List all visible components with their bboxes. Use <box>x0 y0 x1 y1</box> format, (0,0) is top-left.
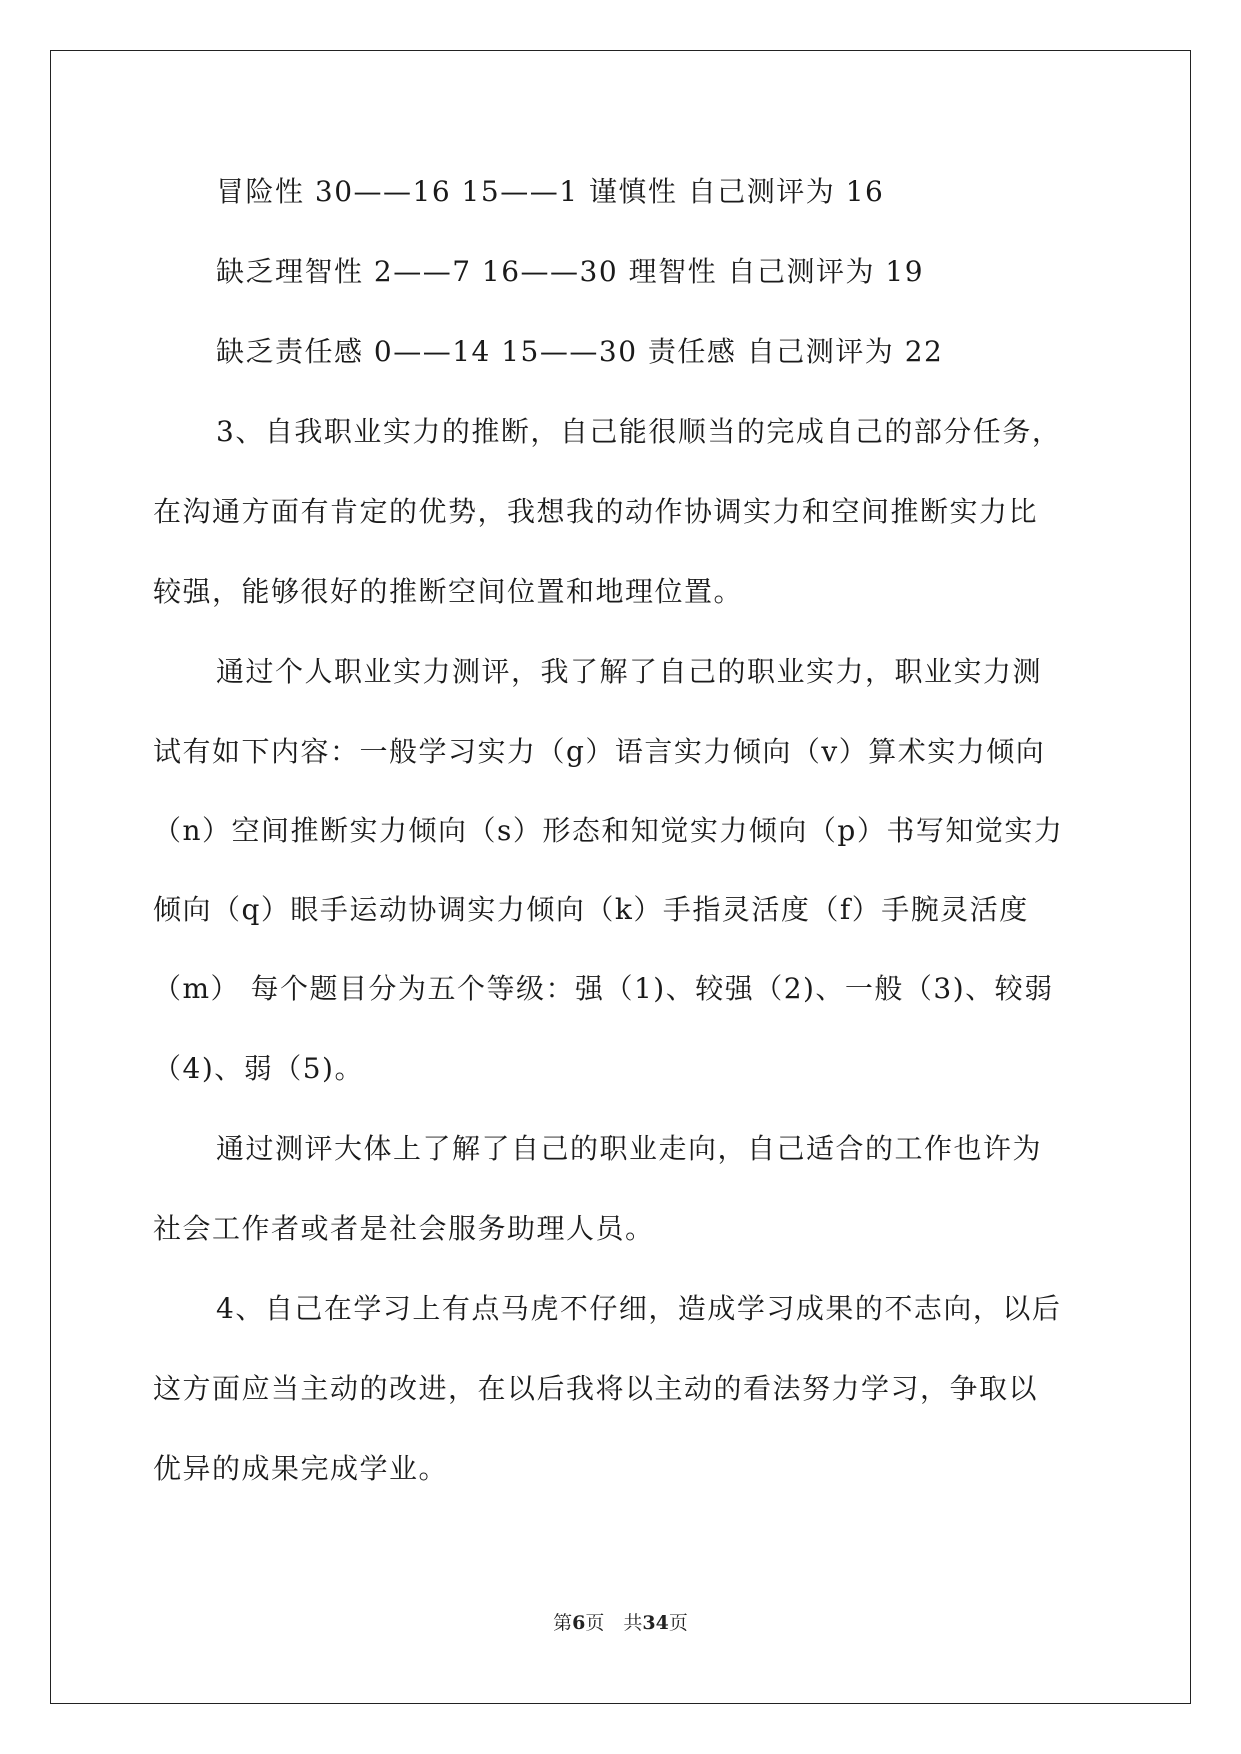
page-footer <box>0 1611 1241 1635</box>
text-line: 4、自己在学习上有点马虎不仔细，造成学习成果的不志向，以后 <box>216 1292 1062 1325</box>
text-line: 试有如下内容：一般学习实力（g）语言实力倾向（v）算术实力倾向 <box>153 735 1046 768</box>
text-line: 在沟通方面有肯定的优势，我想我的动作协调实力和空间推断实力比 <box>153 495 1039 528</box>
text-line: （m） 每个题目分为五个等级：强（1)、较强（2)、一般（3)、较弱 <box>153 972 1054 1005</box>
text-line: 优异的成果完成学业。 <box>153 1452 449 1485</box>
footer-middle: 页 共 <box>585 1612 643 1634</box>
text-line: 倾向（q）眼手运动协调实力倾向（k）手指灵活度（f）手腕灵活度 <box>153 893 1029 926</box>
text-line: 社会工作者或者是社会服务助理人员。 <box>153 1212 655 1245</box>
text-line: 缺乏责任感 0——14 15——30 责任感 自己测评为 22 <box>216 335 944 368</box>
current-page-number: 6 <box>572 1612 586 1634</box>
text-line: 缺乏理智性 2——7 16——30 理智性 自己测评为 19 <box>216 255 925 288</box>
text-line: 3、自我职业实力的推断，自己能很顺当的完成自己的部分任务， <box>216 415 1062 448</box>
text-line: （n）空间推断实力倾向（s）形态和知觉实力倾向（p）书写知觉实力 <box>153 814 1064 847</box>
text-line: 较强，能够很好的推断空间位置和地理位置。 <box>153 575 744 608</box>
footer-suffix: 页 <box>668 1612 688 1634</box>
text-line: 通过个人职业实力测评，我了解了自己的职业实力，职业实力测 <box>216 655 1043 688</box>
footer-prefix: 第 <box>553 1612 573 1634</box>
text-line: （4)、弱（5)。 <box>153 1052 364 1085</box>
text-line: 通过测评大体上了解了自己的职业走向，自己适合的工作也许为 <box>216 1132 1043 1165</box>
total-page-count: 34 <box>642 1612 669 1634</box>
text-line: 这方面应当主动的改进，在以后我将以主动的看法努力学习，争取以 <box>153 1372 1039 1405</box>
text-line: 冒险性 30——16 15——1 谨慎性 自己测评为 16 <box>216 175 885 208</box>
